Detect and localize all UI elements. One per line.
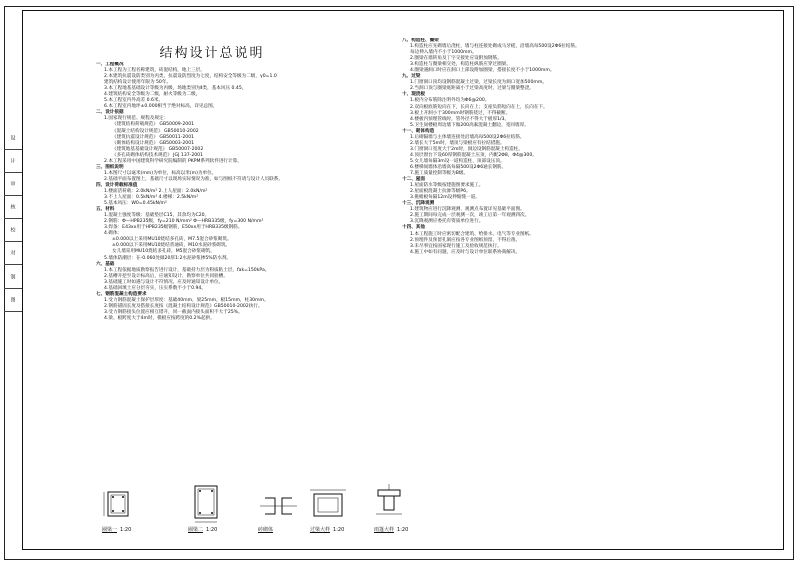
note-line: 《建筑抗震设计规范》 GB50011-2001	[112, 134, 195, 140]
note-line: 2.钢筋锚固长度及搭接长度按《混凝土结构设计规范》GB50010-2002执行。	[104, 303, 263, 309]
note-line: 4.梁、板跨度大于4m时，模板应按跨度的0.2%起拱。	[104, 315, 215, 321]
note-line: 3.构造柱与圈梁相交处，构造柱纵筋应穿过圈梁。	[410, 62, 511, 68]
note-line: 1.楼面活荷载：2.0kN/m² 2.上人屋面：2.0kN/m²	[104, 188, 208, 194]
note-line: 2.当洞口顶与圈梁底距离小于过梁高度时，过梁与圈梁整浇。	[410, 86, 534, 92]
lintel-detail	[310, 490, 346, 516]
note-line: 1.国家现行规范、规程及规定：	[104, 116, 169, 122]
note-line: 4.楼板内预埋管线时，管外径不得大于板厚1/3。	[410, 116, 510, 122]
section-heading: 二、设计依据	[96, 110, 124, 116]
title-strip-cell: 核	[4, 195, 22, 219]
detail-caption-name: 圈梁二	[188, 527, 204, 533]
note-line: 女儿墙采用MU10烧结多孔砖，M5混合砂浆砌筑。	[112, 249, 215, 255]
section-heading: 五、材料	[96, 207, 115, 213]
note-line: 4.顶层窗台下设60厚钢筋混凝土压顶，内配2Φ8，Φ4@300。	[410, 152, 537, 158]
detail-caption-scale: 1:20	[206, 527, 218, 533]
detail-caption-scale: 1:20	[333, 527, 345, 533]
note-line: 4.砌体：	[104, 231, 123, 237]
detail-caption	[310, 526, 344, 533]
ring-beam-1-detail	[104, 492, 128, 516]
note-line: 5.基本风压：W0=0.45kN/m²	[104, 201, 167, 207]
detail-caption	[188, 526, 217, 533]
title-strip-cell: 对	[4, 241, 22, 265]
note-line: 4.基础回填土应分层夯实，压实系数不小于0.94。	[104, 285, 206, 291]
note-line: 3.受力钢筋接头位置应相互错开，同一截面内接头面积不大于25%。	[104, 309, 243, 315]
note-line: 5.本工程室内外高差 0.6米。	[104, 98, 164, 104]
section-heading: 十三、沉降观测	[402, 201, 435, 207]
left-notes-column	[96, 62, 396, 482]
note-line: 2.基础平面布置图上，基础尺寸以现场实际情况为准，如与图纸不符请与设计人员联系。	[104, 176, 283, 182]
note-line: 3.基础施工时如遇与设计不符情况，应及时通知设计单位。	[104, 279, 224, 285]
note-line: 1.门窗洞口顶均设钢筋混凝土过梁，过梁长度为洞口宽加500mm。	[410, 80, 547, 86]
note-line: 2.屋面板混凝土抗渗等级P6。	[410, 189, 471, 195]
section-heading: 十一、砌体构造	[402, 128, 435, 134]
note-line: 2.基槽开挖至设计标高后，应通知设计、勘察单位共同验槽。	[104, 273, 228, 279]
note-line: 每边伸入墙内不小于1000mm。	[410, 50, 477, 56]
detail-caption-name: 过梁大样	[310, 527, 331, 533]
note-line: 3.本工程地基基础设计等级为丙级，场地类别为Ⅱ类，基本风压 0.45，	[104, 86, 247, 92]
note-line: 2.预埋件及预留孔洞应按各专业图纸预留，不得后凿。	[410, 237, 521, 243]
section-heading: 八、构造柱、圈梁	[402, 38, 439, 43]
detail-caption	[258, 526, 276, 533]
note-line: 3.挑檐板每隔12m设伸缩缝一道。	[410, 195, 480, 201]
note-line: 4.建筑结构安全等级为二级，耐火等级为二级，	[104, 92, 201, 98]
right-notes-column	[402, 38, 780, 458]
title-strip-cell: 设	[4, 126, 22, 150]
title-strip-cell: 图	[4, 288, 22, 312]
note-line: 2.墙长大于5m时，墙顶与梁板应有拉结措施。	[410, 140, 505, 146]
note-line: 3.门窗洞口宽度大于2m时，洞边设钢筋混凝土构造柱。	[410, 146, 523, 152]
section-heading: 九、过梁	[402, 74, 421, 80]
note-line: ±0.000以上采用MU10烧结多孔砖，M7.5混合砂浆砌筑。	[112, 237, 232, 243]
note-line: 《砌体结构设计规范》 GB50003-2001	[112, 140, 195, 146]
note-line: 1.板内分布筋除注明外均为Φ6@200。	[410, 98, 490, 104]
note-line: 3.沉降观测应委托有资质单位进行。	[410, 219, 484, 225]
note-line: 1.本工程为工程名称建筑，砖混结构，地上三层。	[104, 68, 205, 74]
note-line: 5.女儿墙每隔3m设一道构造柱，顶部设压顶。	[410, 158, 505, 164]
note-line: 1.本工程施工时应密切配合建筑、给排水、电气等专业图纸。	[410, 231, 534, 237]
note-line: 1.本工程依据地质勘察报告进行设计，基础持力层为粉质粘土层，fak=150kPa。	[104, 267, 270, 273]
note-line: 3.不上人屋面：0.5kN/m² 4.楼梯：2.5kN/m²	[104, 195, 199, 201]
note-line: 4.圈梁遇洞口时应在洞口上部设附加圈梁，搭接长度不小于1000mm。	[410, 68, 555, 74]
note-line: 建筑结构设计使用年限为 50年。	[104, 80, 172, 86]
masonry-detail	[260, 498, 297, 514]
section-heading: 十二、屋面	[402, 177, 425, 183]
sheet-title: 结构设计总说明	[159, 46, 265, 61]
note-line: 2.双向板底筋短向在下，长向在上；支座负筋短向在上，长向在下。	[410, 104, 548, 110]
note-line: 1.受力钢筋混凝土保护层厚度：基础40mm，梁25mm，板15mm，柱30mm。	[104, 297, 269, 303]
note-line: 5.卫生间楼板周边墙下做200高素混凝土翻边，宽同墙厚。	[410, 122, 529, 128]
detail-caption	[102, 526, 131, 533]
detail-caption-scale: 1:20	[397, 527, 409, 533]
note-line: 《建筑地基基础设计规范》 GB50007-2002	[112, 146, 204, 152]
ring-beam-2-detail	[195, 486, 217, 522]
detail-caption	[374, 526, 408, 533]
note-line: 1.建筑物应进行沉降观测，观测点布置详见基础平面图。	[410, 207, 525, 213]
note-line: 1.屋面防水等级按建施图要求施工。	[410, 183, 484, 189]
section-heading: 一、工程概况	[96, 62, 124, 67]
title-strip-cell: 审	[4, 172, 22, 196]
note-line: 5.墙体防潮层：在-0.060处做20厚1:2水泥砂浆掺5%防水剂。	[104, 255, 232, 261]
detail-caption-name: 圈梁一	[102, 527, 118, 533]
detail-caption-name: 砖砌体	[258, 527, 274, 533]
note-line: 4.施工中如有问题，应及时与设计单位联系协商解决。	[410, 249, 521, 255]
section-heading: 十四、其他	[402, 225, 425, 231]
note-line: 7.施工质量控制等级为B级。	[410, 171, 469, 177]
note-line: 2.钢筋：Φ—HPB235级，fy=210 N/mm² Φ—HRB335级，fy=300 N/mm²	[104, 219, 264, 225]
note-line: 2.圈梁在墙转角及丁字交接处应设附加钢筋。	[410, 56, 502, 62]
title-strip-cell: 校	[4, 218, 22, 242]
note-line: ±0.000以下采用MU10烧结普通砖，M10水泥砂浆砌筑。	[112, 243, 231, 249]
note-line: 2.本工程采用中国建筑科学研究院编制的 PKPM系列软件进行计算。	[104, 158, 242, 164]
note-line: 2.施工期间每完成一层观测一次，竣工后第一年观测四次。	[410, 213, 530, 219]
note-line: 3.焊条：E43xx用于HPB235级钢筋，E50xx用于HRB335级钢筋。	[104, 225, 243, 231]
note-line: 《混凝土结构设计规范》 GB50010-2002	[112, 128, 199, 134]
note-line: 1.后砌隔墙与主体墙连接处沿墙高每500设2Φ6拉结筋。	[410, 134, 525, 140]
note-line: 《多孔砖砌体结构技术规范》 JGJ 137-2001	[112, 152, 204, 158]
section-heading: 四、设计荷载标准值	[96, 182, 138, 188]
note-line: 6.本工程室内地坪±0.000相当于绝对标高，详见总图。	[104, 104, 218, 110]
title-strip-cell: 制	[4, 265, 22, 289]
note-line: 1.混凝土强度等级：基础垫层C15，其余均为C20。	[104, 213, 210, 219]
section-heading: 十、现浇板	[402, 92, 425, 98]
note-line: 1.本图尺寸以毫米(mm)为单位，标高以米(m)为单位。	[104, 170, 217, 176]
title-strip-cell: 计	[4, 149, 22, 173]
section-heading: 六、基础	[96, 261, 115, 267]
note-line: 3.未尽事宜按国家现行施工及验收规范执行。	[410, 243, 502, 249]
section-heading: 七、钢筋混凝土构造要求	[96, 291, 147, 297]
note-line: 2.本建筑抗震设防类别为丙类，抗震设防烈度为七度，结构安全等级为二级，γ0=1.0	[104, 74, 277, 80]
note-line: 1.构造柱应先砌墙后浇柱，墙与柱连接处砌成马牙槎，沿墙高每500设2Φ6拉结筋。	[410, 44, 580, 50]
note-line: 6.楼梯间墙体沿墙高每隔500设2Φ6通长钢筋。	[410, 164, 507, 170]
detail-caption-name: 雨篷大样	[374, 527, 395, 533]
detail-caption-scale: 1:20	[120, 527, 132, 533]
section-heading: 三、图纸说明	[96, 164, 124, 170]
note-line: 《建筑结构荷载规范》 GB50009-2001	[112, 122, 195, 128]
title-strip	[4, 6, 22, 560]
detail-captions	[100, 526, 430, 540]
note-line: 3.板上开洞小于300mm时钢筋绕过，不得截断。	[410, 110, 511, 116]
canopy-detail	[376, 484, 402, 514]
